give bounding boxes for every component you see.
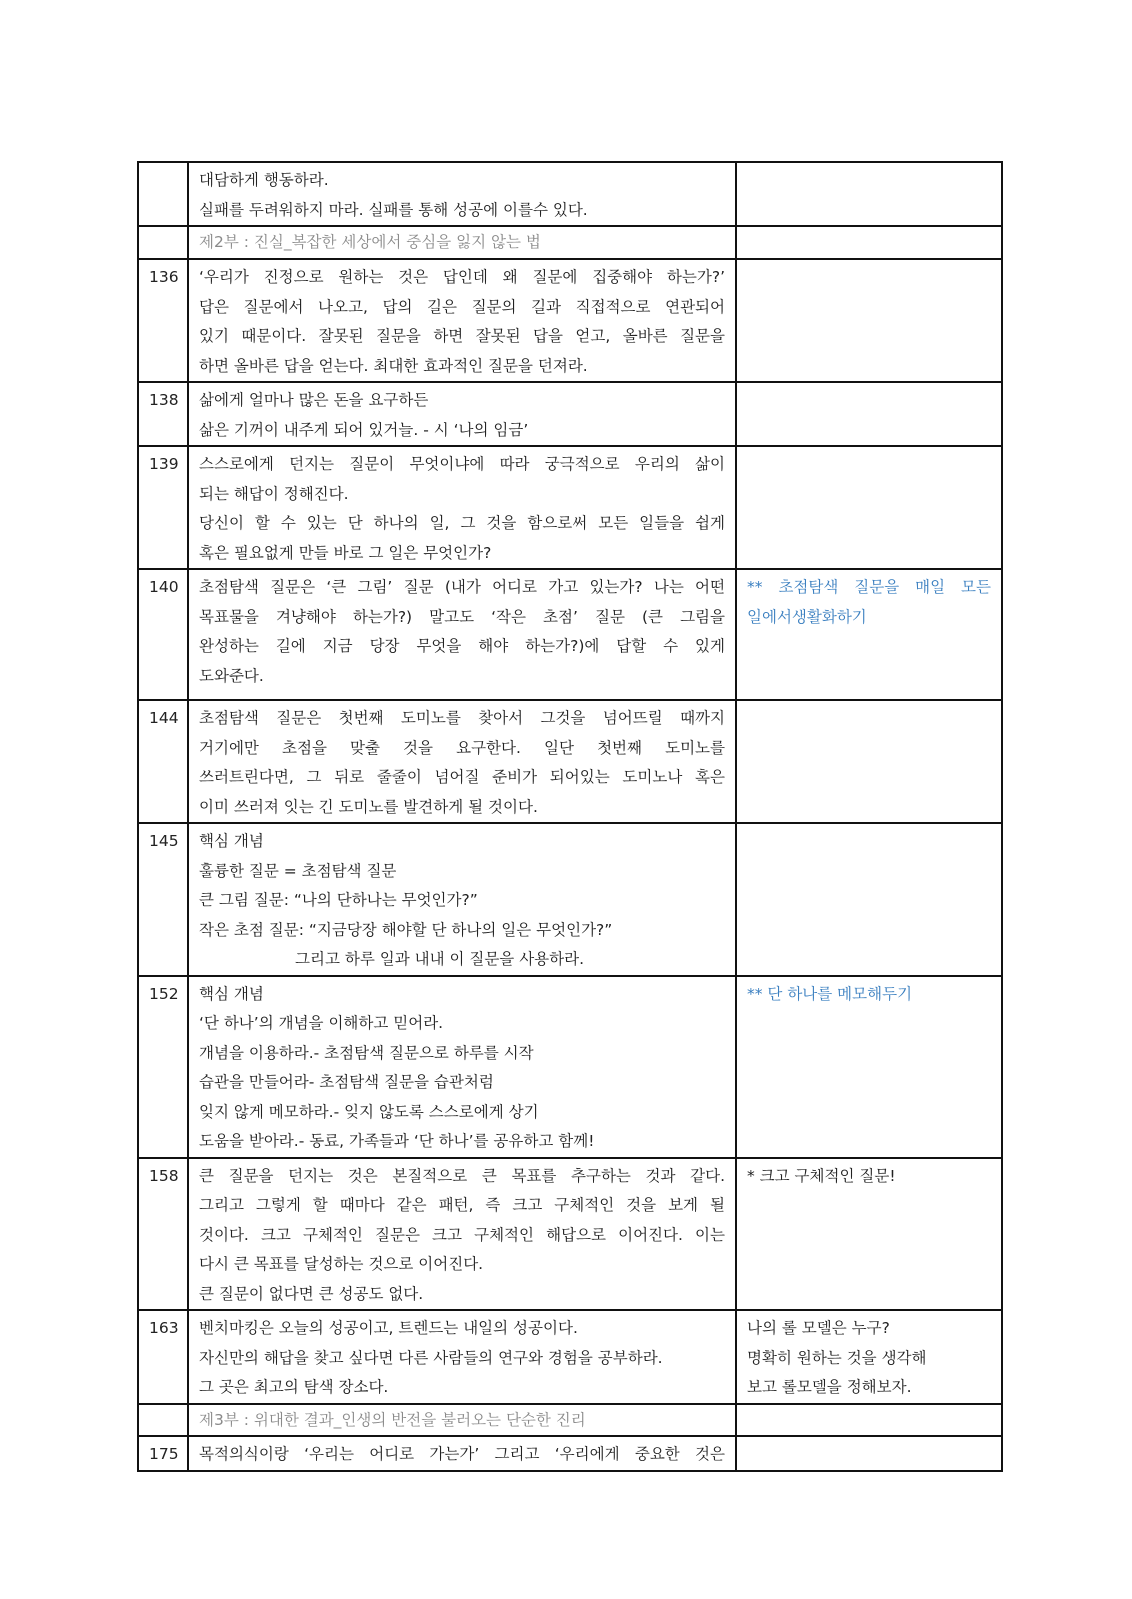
memo-cell [736,162,1002,226]
table-row [138,1158,1002,1311]
page-number-cell [138,226,188,259]
table-row [138,259,1002,382]
note-text-cell [188,1436,736,1471]
note-line: 초점탐색 질문은 첫번째 도미노를 찾아서 그것을 넘어뜨릴 때까지 [199,709,725,727]
note-line: 큰 질문을 던지는 것은 본질적으로 큰 목표를 추구하는 것과 같다. [199,1166,725,1185]
note-line: 그리고 그렇게 할 때마다 같은 패턴, 즉 크고 구체적인 것을 보게 될 [199,1196,725,1214]
memo-cell [736,1436,1002,1471]
note-line: 것이다. 크고 구체적인 질문은 크고 구체적인 해답으로 이어진다. 이는 [199,1225,725,1244]
table-row [138,823,1002,976]
reading-notes-table [137,161,1003,1472]
memo-cell [736,976,1002,1158]
table-row [138,1310,1002,1404]
table-row [138,446,1002,569]
note-line: 목적의식이랑 ‘우리는 어디로 가는가’ 그리고 ‘우리에게 중요한 것은 [199,1445,725,1463]
section-title: 제2부 : 진실_복잡한 세상에서 중심을 잃지 않는 법 [188,226,736,259]
memo-line: 보고 롤모델을 정해보자. [747,1378,912,1396]
note-line: 훌륭한 질문 = 초점탐색 질문 [199,861,397,880]
note-line: 있기 때문이다. 잘못된 질문을 하면 잘못된 답을 얻고, 올바른 질문을 [199,327,725,345]
page-number-cell: 138 [138,382,188,446]
page-number-cell: 140 [138,569,188,700]
memo-cell [736,259,1002,382]
page-number-cell: 158 [138,1158,188,1311]
note-line: 작은 초점 질문: “지금당장 해야할 단 하나의 일은 무엇인가?” [199,920,613,939]
note-line: 다시 큰 목표를 달성하는 것으로 이어진다. [199,1255,484,1273]
page-number-cell: 145 [138,823,188,976]
note-line: 핵심 개념 [199,832,264,850]
note-text-cell [188,446,736,569]
table-row [138,1436,1002,1471]
note-text-cell [188,162,736,226]
section-row [138,1404,1002,1437]
note-line: 벤치마킹은 오늘의 성공이고, 트렌드는 내일의 성공이다. [199,1319,578,1337]
note-line: 초점탐색 질문은 ‘큰 그림’ 질문 (내가 어디로 가고 있는가? 나는 어떤 [199,578,725,596]
note-line: 그리고 하루 일과 내내 이 질문을 사용하라. [295,950,585,968]
memo-line: ** 초점탐색 질문을 매일 모든 [747,578,991,596]
note-text-cell [188,700,736,823]
note-line: 대담하게 행동하라. [199,171,329,189]
note-line: 실패를 두려워하지 마라. 실패를 통해 성공에 이를수 있다. [199,200,588,219]
note-line: 하면 올바른 답을 얻는다. 최대한 효과적인 질문을 던져라. [199,356,588,375]
table-row [138,162,1002,226]
table-row [138,700,1002,823]
note-line: ‘우리가 진정으로 원하는 것은 답인데 왜 질문에 집중해야 하는가?’ [199,268,725,286]
table-row [138,976,1002,1158]
note-line: 개념을 이용하라.- 초점탐색 질문으로 하루를 시작 [199,1043,534,1062]
note-line: 당신이 할 수 있는 단 하나의 일, 그 것을 함으로써 모든 일들을 쉽게 [199,514,725,532]
note-text-cell [188,1310,736,1404]
note-line: 자신만의 해답을 찾고 싶다면 다른 사람들의 연구와 경험을 공부하라. [199,1348,663,1367]
page-number-cell: 136 [138,259,188,382]
memo-cell [736,700,1002,823]
note-line: 도움을 받아라.- 동료, 가족들과 ‘단 하나’를 공유하고 함께! [199,1132,595,1150]
memo-line: ** 단 하나를 메모해두기 [747,984,913,1003]
section-title: 제3부 : 위대한 결과_인생의 반전을 불러오는 단순한 진리 [188,1404,736,1437]
note-line: 삶은 기꺼이 내주게 되어 있거늘. - 시 ‘나의 임금’ [199,420,529,439]
memo-cell [736,1404,1002,1437]
memo-cell [736,382,1002,446]
note-line: 되는 해답이 정해진다. [199,484,349,503]
note-line: 답은 질문에서 나오고, 답의 길은 질문의 길과 직접적으로 연관되어 [199,297,725,316]
note-text-cell [188,823,736,976]
memo-line: 일에서생활화하기 [747,607,867,626]
note-line: 목표물을 겨냥해야 하는가?) 말고도 ‘작은 초점’ 질문 (큰 그림을 [199,607,725,626]
page-number-cell [138,1404,188,1437]
note-line: 큰 그림 질문: “나의 단하나는 무엇인가?” [199,891,478,909]
memo-line: 나의 롤 모델은 누구? [747,1319,890,1337]
note-line: 쓰러트린다면, 그 뒤로 줄줄이 넘어질 준비가 되어있는 도미노나 혹은 [199,768,725,786]
note-text-cell [188,382,736,446]
memo-cell [736,823,1002,976]
note-line: 거기에만 초점을 맞출 것을 요구한다. 일단 첫번째 도미노를 [199,738,725,757]
note-line: 삶에게 얼마나 많은 돈을 요구하든 [199,391,429,409]
note-line: ‘단 하나’의 개념을 이해하고 믿어라. [199,1014,444,1032]
memo-cell [736,446,1002,569]
memo-line: * 크고 구체적인 질문! [747,1166,896,1185]
section-row [138,226,1002,259]
note-line: 습관을 만들어라- 초점탐색 질문을 습관처럼 [199,1073,494,1091]
memo-line: 명확히 원하는 것을 생각해 [747,1348,927,1367]
memo-cell [736,1310,1002,1404]
page-number-cell: 175 [138,1436,188,1471]
page-number-cell: 163 [138,1310,188,1404]
note-line: 완성하는 길에 지금 당장 무엇을 해야 하는가?)에 답할 수 있게 [199,637,725,655]
memo-cell [736,226,1002,259]
note-line: 큰 질문이 없다면 큰 성공도 없다. [199,1284,424,1303]
memo-cell [736,569,1002,700]
page-number-cell [138,162,188,226]
note-line: 그 곳은 최고의 탐색 장소다. [199,1378,389,1396]
note-text-cell [188,1158,736,1311]
note-line: 도와준다. [199,666,264,685]
page-number-cell: 144 [138,700,188,823]
table-row [138,569,1002,700]
note-line: 스스로에게 던지는 질문이 무엇이냐에 따라 궁극적으로 우리의 삶이 [199,455,725,473]
memo-cell [736,1158,1002,1311]
note-text-cell [188,976,736,1158]
note-line: 핵심 개념 [199,984,264,1003]
note-line: 잊지 않게 메모하라.- 잊지 않도록 스스로에게 상기 [199,1102,539,1121]
note-text-cell [188,569,736,700]
note-text-cell [188,259,736,382]
page-number-cell: 152 [138,976,188,1158]
table-row [138,382,1002,446]
page-number-cell: 139 [138,446,188,569]
note-line: 혹은 필요없게 만들 바로 그 일은 무엇인가? [199,543,492,562]
note-line: 이미 쓰러져 잇는 긴 도미노를 발견하게 될 것이다. [199,797,538,816]
